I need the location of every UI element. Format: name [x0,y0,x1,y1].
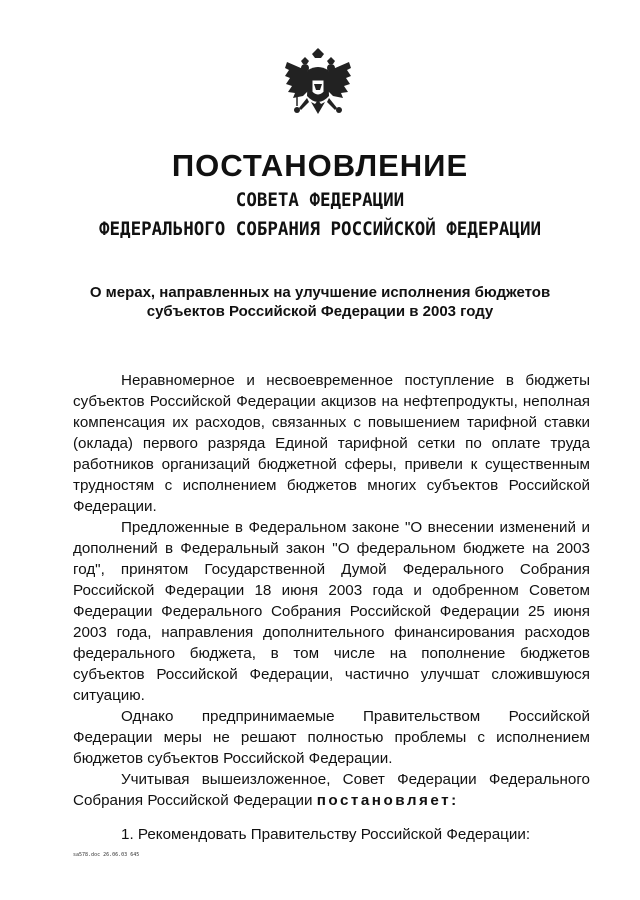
document-title: ПОСТАНОВЛЕНИЕ [171,148,469,183]
resolves-emphasis: постановляет: [316,792,459,809]
heading-line: О мерах, направленных на улучшение исполнения бюджетов [89,284,551,301]
body-paragraph: Неравномерное и несвоевременное поступление в бюджеты субъектов Российской Федерации акцизов на нефтепродукты, неполная компенсация их расходов, связанных с повышением тарифной ставки (оклада) первого разряда Единой тарифной сетки по оплате труда работников организаций бюджетной сферы, привели к существенным трудностям с исполнением бюджетов многих субъектов Российской Федерации. [73,372,590,515]
resolution-heading [70,283,570,321]
document-subtitle-council: СОВЕТА ФЕДЕРАЦИИ [235,189,405,211]
document-body [73,370,590,845]
paragraph-lead: Учитывая вышеизложенное, Совет Федерации Федерального Собрания Российской Федерации [73,771,590,809]
file-footer: sa578.doc 26.06.03 645 [73,852,140,858]
body-paragraph: Предложенные в Федеральном законе "О внесении изменений и дополнений в Федеральный закон "О федеральном бюджете на 2003 год", принятом Государственной Думой Федерального Собрания Российской Федерации 18 июня 2003 года и одобренном Советом Федерации Федерального Собрания Российской Федерации 25 июня 2003 года, направления дополнительного финансирования расходов федерального бюджета, в том числе на пополнение бюджетов субъектов Российской Федерации, частично улучшат сложившуюся ситуацию. [73,519,590,704]
list-item: 1. Рекомендовать Правительству Российской Федерации: [121,826,531,843]
document-subtitle-assembly: ФЕДЕРАЛЬНОГО СОБРАНИЯ РОССИЙСКОЙ ФЕДЕРАЦИИ [98,218,542,240]
russian-coat-of-arms-icon [283,48,353,128]
body-paragraph: Однако предпринимаемые Правительством Российской Федерации меры не решают полностью проблемы с исполнением бюджетов субъектов Российской Федерации. [73,708,590,767]
body-paragraph [73,769,590,811]
heading-line: субъектов Российской Федерации в 2003 году [146,303,494,320]
